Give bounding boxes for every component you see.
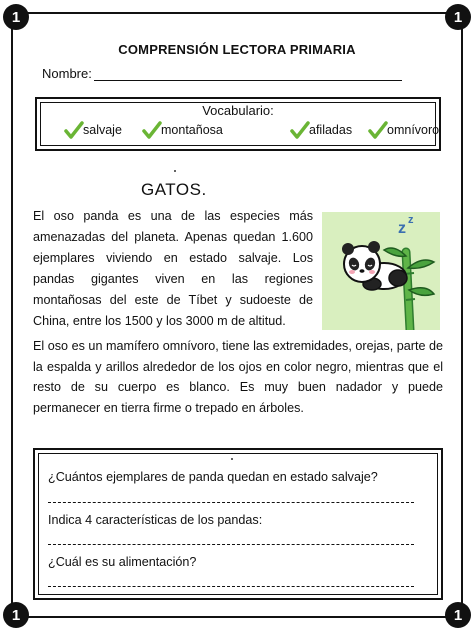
checkmark-icon (63, 120, 85, 140)
vocabulary-word-text: afiladas (309, 123, 353, 137)
story-paragraph-2: El oso es un mamífero omnívoro, tiene las extremidades, orejas, parte de la espalda y arillos alrededor de los ojos en color negro, mientras que el resto de su cuerpo es blanco. Es muy buen nadador y puede permanecer en tierra firme o trepado en árboles. (33, 339, 443, 415)
corner-badge-bottom-left (3, 602, 29, 628)
corner-badge-top-left (3, 4, 29, 30)
vocabulary-title: Vocabulario: (202, 103, 274, 118)
answer-line-2[interactable] (48, 544, 414, 545)
worksheet-title: COMPRENSIÓN LECTORA PRIMARIA (118, 42, 356, 57)
decorative-dot (174, 170, 176, 172)
answer-line-3[interactable] (48, 586, 414, 587)
checkmark-icon (141, 120, 163, 140)
vocabulary-word (367, 120, 439, 140)
corner-number: 1 (11, 606, 21, 624)
vocabulary-word-text: omnívoro (387, 123, 440, 137)
question-3: ¿Cuál es su alimentación? (48, 555, 197, 569)
vocabulary-word (141, 120, 223, 140)
vocabulary-word-text: salvaje (83, 123, 122, 137)
vocabulary-word-list (37, 120, 439, 142)
corner-number: 1 (453, 606, 463, 624)
question-1: ¿Cuántos ejemplares de panda quedan en estado salvaje? (48, 470, 378, 484)
panda-on-bamboo-icon (322, 212, 440, 330)
questions-box (33, 448, 443, 600)
decorative-dot (231, 458, 233, 460)
corner-number: 1 (453, 8, 463, 26)
checkmark-icon (367, 120, 389, 140)
panda-illustration (322, 212, 440, 330)
story-paragraph-1: El oso panda es una de las especies más amenazadas del planeta. Apenas quedan 1.600 ejemplares viviendo en estado salvaje. Los pandas gigantes viven en las regiones montañosas del este de Tíbet y sudoeste de China, entre los 1500 y los 3000 m de altitud. (33, 209, 313, 328)
corner-number: 1 (11, 8, 21, 26)
vocabulary-word-text: montañosa (161, 123, 223, 137)
corner-badge-top-right (445, 4, 471, 30)
question-2: Indica 4 características de los pandas: (48, 513, 263, 527)
name-input-line[interactable] (94, 68, 402, 81)
story-title: GATOS. (141, 180, 207, 199)
vocabulary-box (35, 97, 441, 151)
sleep-z-icon: z (398, 220, 406, 237)
vocabulary-word (289, 120, 352, 140)
answer-line-1[interactable] (48, 502, 414, 503)
vocabulary-word (63, 120, 122, 140)
name-label: Nombre: (42, 66, 92, 81)
corner-badge-bottom-right (445, 602, 471, 628)
name-field-row (42, 66, 402, 81)
sleep-z-small-icon: z (408, 214, 414, 226)
checkmark-icon (289, 120, 311, 140)
